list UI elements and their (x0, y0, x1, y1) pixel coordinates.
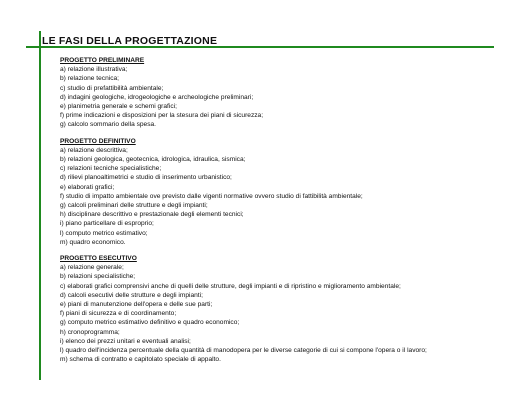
section-progetto-esecutivo (60, 254, 480, 364)
list-item: f) prime indicazioni e disposizioni per la stesura dei piani di sicurezza; (60, 112, 264, 120)
list-item: f) studio di impatto ambientale ove previsto dalle vigenti normative ovvero studio di fattibilità ambientale; (60, 192, 363, 200)
section-progetto-preliminare (60, 56, 480, 130)
list-item: l) quadro dell'incidenza percentuale della quantità di manodopera per le diverse categorie di cui si compone l'opera o il lavoro; (60, 347, 427, 355)
list-item: i) piano particellare di esproprio; (60, 220, 154, 228)
section-heading: PROGETTO DEFINITIVO (60, 137, 136, 145)
list-item: b) relazioni specialistiche; (60, 273, 136, 281)
list-item: l) computo metrico estimativo; (60, 229, 148, 237)
list-item: d) indagini geologiche, idrogeologiche e archeologiche preliminari; (60, 93, 254, 101)
list-item: b) relazioni geologica, geotecnica, idrologica, idraulica, sismica; (60, 156, 246, 164)
content-body (60, 56, 480, 372)
list-item: a) relazione generale; (60, 264, 124, 272)
section-heading: PROGETTO PRELIMINARE (60, 57, 145, 64)
list-item: e) piani di manutenzione dell'opera e delle sue parti; (60, 301, 213, 309)
list-item: h) disciplinare descrittivo e prestazionale degli elementi tecnici; (60, 211, 244, 219)
list-item: d) rilievi planoaltimetrici e studio di inserimento urbanistico; (60, 174, 232, 182)
list-item: g) calcoli preliminari delle strutture e degli impianti; (60, 202, 208, 210)
list-item: i) elenco dei prezzi unitari e eventuali analisi; (60, 337, 191, 345)
section-heading: PROGETTO ESECUTIVO (60, 255, 137, 263)
list-item: g) calcolo sommario della spesa. (60, 121, 157, 129)
list-item: m) schema di contratto e capitolato speciale di appalto. (60, 356, 221, 364)
list-item: h) cronoprogramma; (60, 328, 120, 336)
list-item: b) relazione tecnica; (60, 75, 120, 83)
list-item: d) calcoli esecutivi delle strutture e degli impianti; (60, 291, 203, 299)
list-item: e) elaborati grafici; (60, 183, 115, 191)
list-item: c) elaborati grafici comprensivi anche di quelli delle strutture, degli impianti e di ripristino e miglioramento ambientale; (60, 282, 401, 290)
section-progetto-definitivo (60, 137, 480, 247)
list-item: f) piani di sicurezza e di coordinamento; (60, 310, 177, 318)
list-item: c) relazioni tecniche specialistiche; (60, 165, 162, 173)
list-item: e) planimetria generale e schemi grafici; (60, 103, 177, 111)
vertical-green-rule (39, 31, 41, 380)
list-item: g) computo metrico estimativo definitivo e quadro economico; (60, 319, 240, 327)
page-title: LE FASI DELLA PROGETTAZIONE (42, 35, 218, 47)
list-item: a) relazione illustrativa; (60, 66, 128, 74)
list-item: m) quadro economico. (60, 238, 126, 246)
list-item: a) relazione descrittiva; (60, 146, 128, 154)
list-item: c) studio di prefattibilità ambientale; (60, 84, 164, 92)
